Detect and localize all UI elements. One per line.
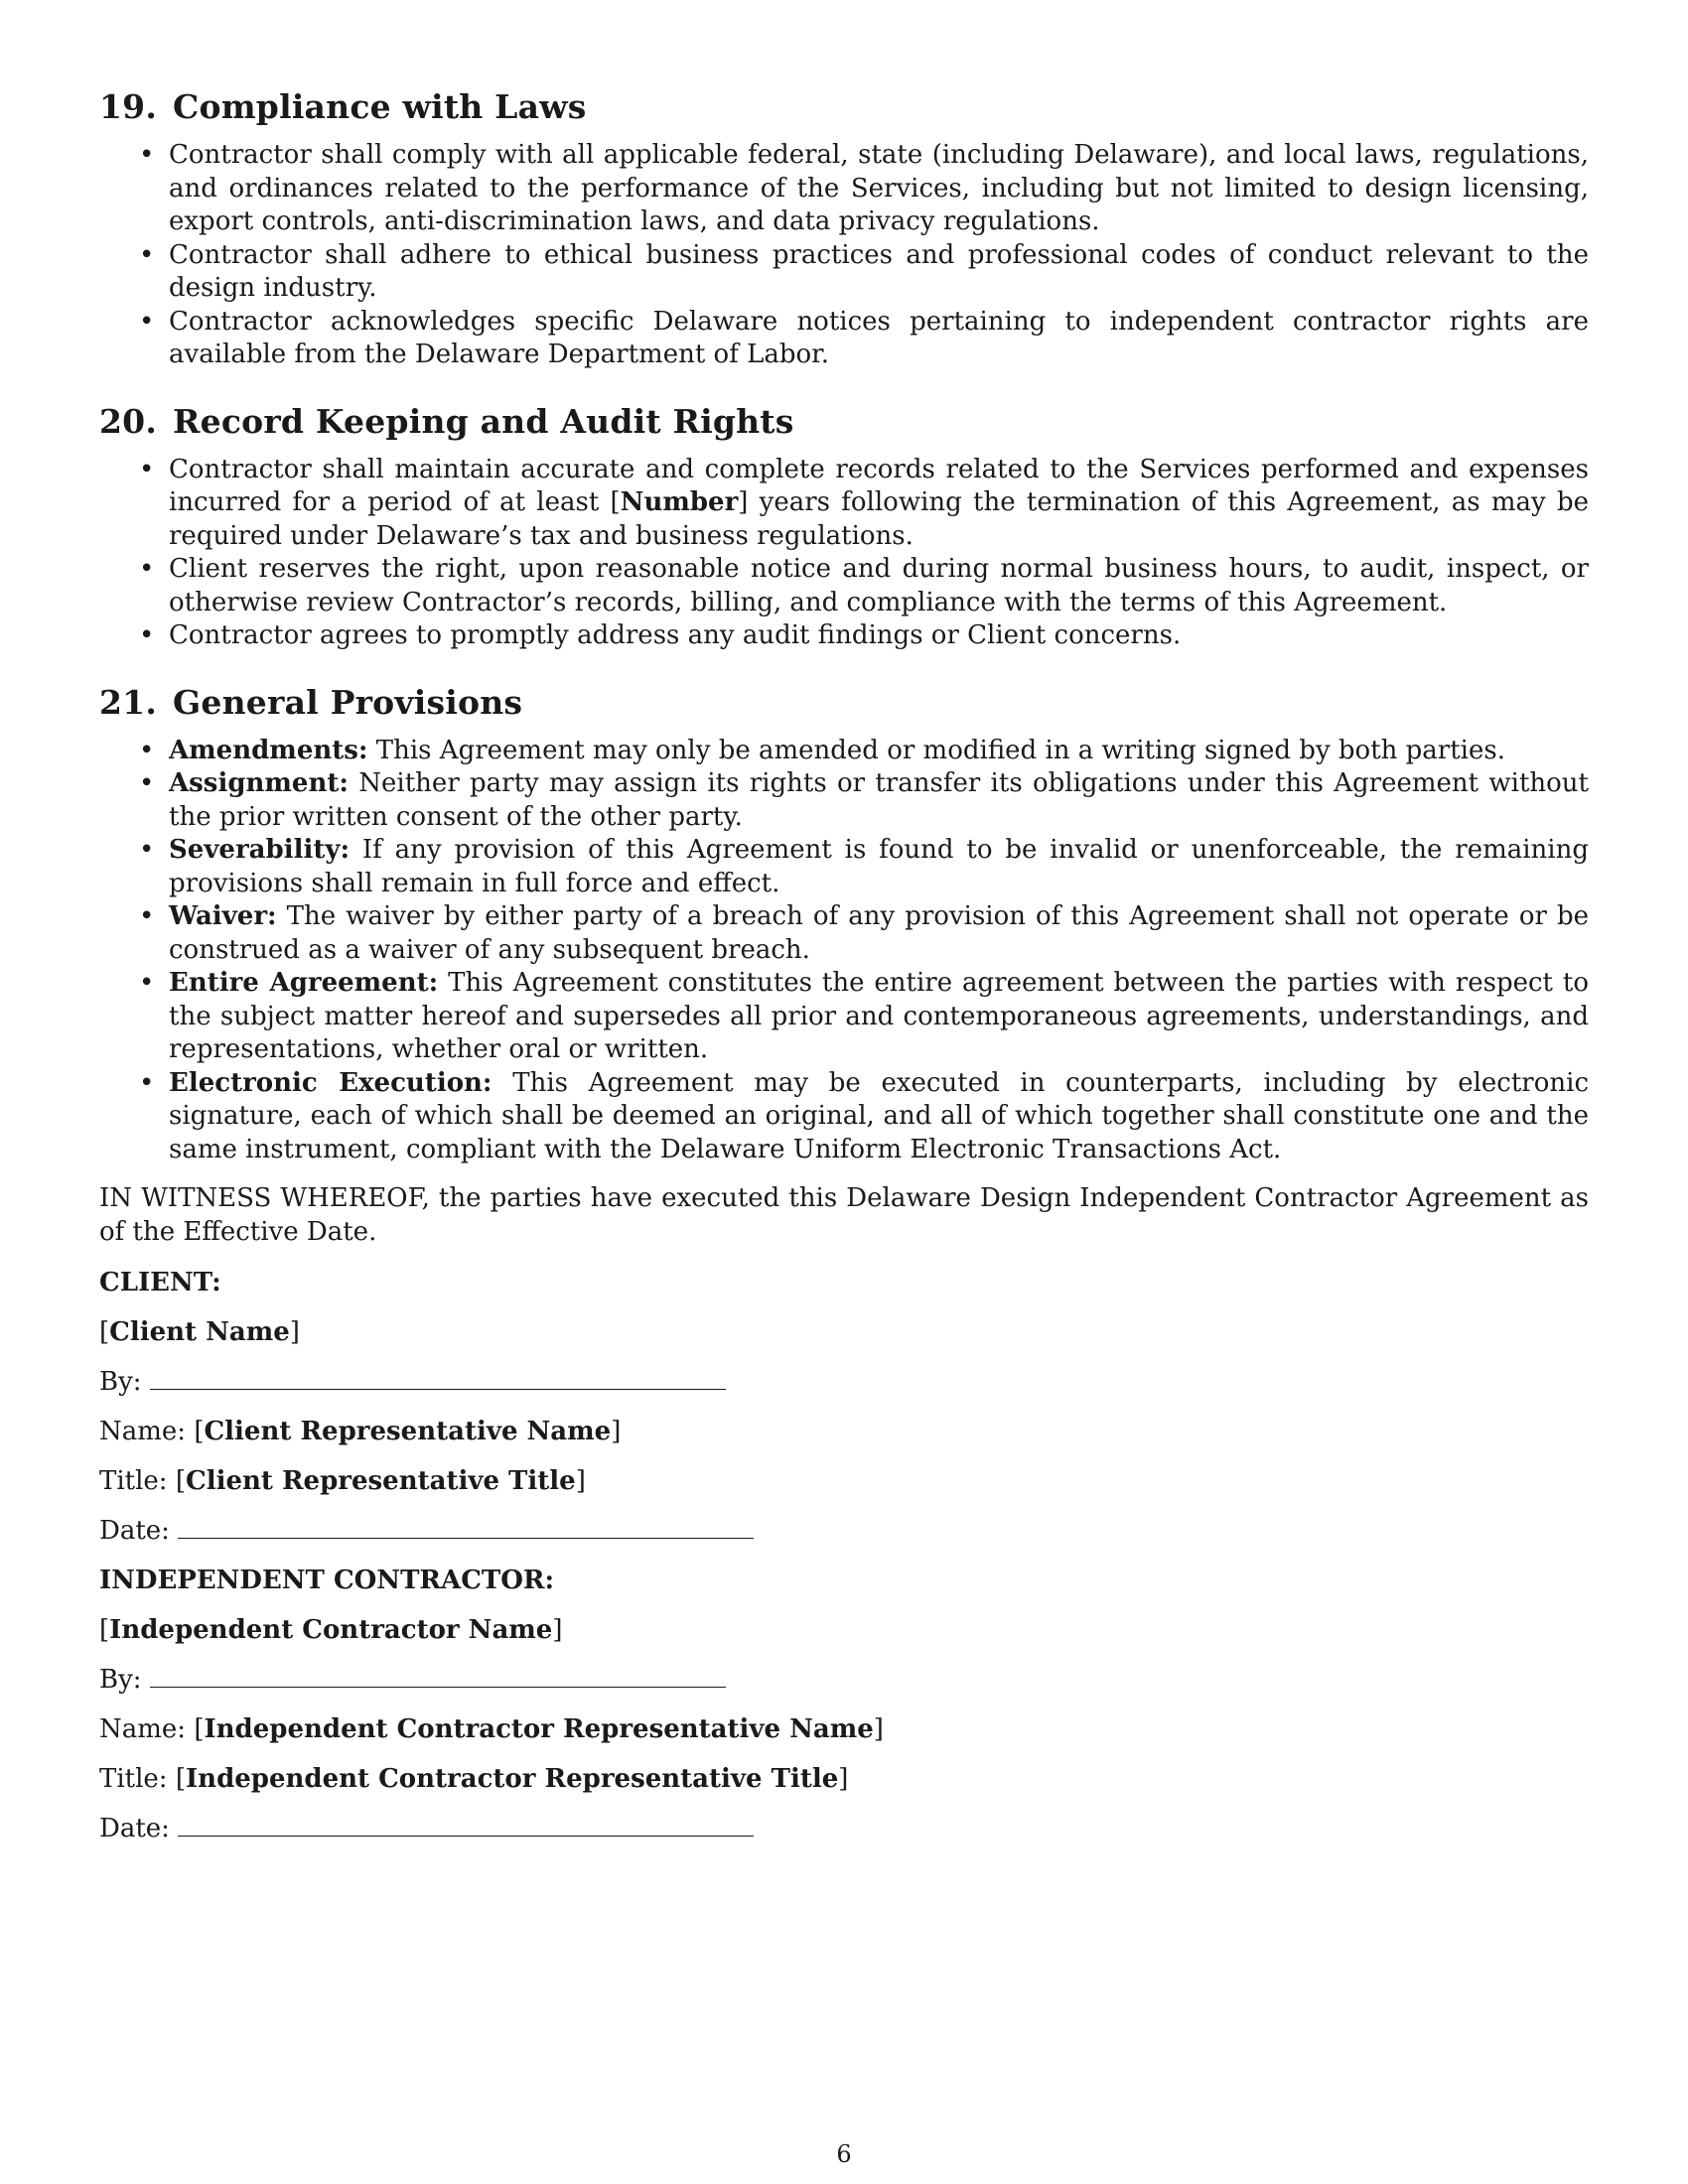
section-heading <box>99 87 1589 127</box>
date-label: Date: <box>99 1516 170 1546</box>
client-rep-title: Client Representative Title <box>186 1466 576 1496</box>
contractor-rep-title-line <box>99 1763 1589 1796</box>
client-rep-name: Client Representative Name <box>204 1417 612 1446</box>
contractor-by-line <box>99 1664 1589 1697</box>
section-title: General Provisions <box>173 682 523 722</box>
title-label: Title: <box>99 1466 168 1496</box>
contractor-date-field[interactable] <box>178 1814 754 1837</box>
client-date-line <box>99 1515 1589 1548</box>
section-number: 21. <box>99 682 158 722</box>
document-page <box>99 87 1589 1862</box>
client-by-line <box>99 1366 1589 1399</box>
list-item: • Contractor agrees to promptly address any audit findings or Client concerns. <box>169 619 1589 653</box>
contractor-heading: INDEPENDENT CONTRACTOR: <box>99 1566 555 1595</box>
bracket-close: ] <box>873 1714 884 1744</box>
section-title: Record Keeping and Audit Rights <box>173 401 794 441</box>
section-21 <box>99 683 1589 1167</box>
contractor-rep-name-line <box>99 1713 1589 1746</box>
placeholder-number: Number <box>620 487 739 517</box>
provision-term: Amendments: <box>169 735 368 765</box>
section-number: 19. <box>99 87 158 126</box>
bullet-list <box>99 735 1589 1167</box>
bullet-list <box>99 139 1589 372</box>
bracket-open: [ <box>175 1764 186 1794</box>
contractor-date-line <box>99 1813 1589 1845</box>
contractor-name <box>99 1614 1589 1647</box>
provision-term: Electronic Execution: <box>169 1067 492 1098</box>
bracket-open: [ <box>99 1317 110 1347</box>
client-rep-title-line <box>99 1465 1589 1498</box>
provision-text: This Agreement constitutes the entire agreement between the parties with respect to the subject matter hereof and supersedes all prior and contemporaneous agreements, understandings, and representations, whether oral or written. <box>169 968 1589 1064</box>
contractor-name-text: Independent Contractor Name <box>109 1615 553 1645</box>
list-item <box>169 767 1589 834</box>
page-number: 6 <box>836 2140 852 2168</box>
bracket-close: ] <box>838 1764 849 1794</box>
bracket-close: ] <box>552 1615 563 1645</box>
bullet-list <box>99 454 1589 653</box>
bracket-open: [ <box>99 1615 110 1645</box>
list-item <box>169 1067 1589 1167</box>
list-item: • Contractor acknowledges specific Delaware notices pertaining to independent contractor rights are available from the Delaware Department of Labor. <box>169 306 1589 372</box>
provision-text: If any provision of this Agreement is found to be invalid or unenforceable, the remaining provisions shall remain in full force and effect. <box>169 835 1590 898</box>
bracket-open: [ <box>194 1417 205 1446</box>
bracket-open: [ <box>194 1714 205 1744</box>
provision-text: This Agreement may be executed in counterparts, including by electronic signature, each of which shall be deemed an original, and all of which together shall constitute one and the same instrument, compliant with the Delaware Uniform Electronic Transactions Act. <box>169 1067 1590 1164</box>
bracket-open: [ <box>175 1466 186 1496</box>
provision-term: Entire Agreement: <box>169 968 439 998</box>
provision-text: The waiver by either party of a breach of any provision of this Agreement shall not operate or be construed as a waiver of any subsequent breach. <box>169 901 1590 965</box>
client-signature-block <box>99 1267 1589 1548</box>
section-heading <box>99 683 1589 723</box>
list-item-text: ] years following the termination of this Agreement, as may be required under Delaware’s tax and business regulations. <box>169 487 1589 551</box>
list-item <box>169 454 1589 554</box>
contractor-rep-name: Independent Contractor Representative Name <box>204 1714 874 1744</box>
list-item <box>169 735 1589 768</box>
list-item: • Contractor shall comply with all applicable federal, state (including Delaware), and local laws, regulations, and ordinances related to the performance of the Services, including but not limited to design licensing, export controls, anti-discrimination laws, and data privacy regulations. <box>169 139 1589 239</box>
provision-term: Severability: <box>169 835 351 865</box>
client-name-text: Client Name <box>109 1317 290 1347</box>
by-label: By: <box>99 1367 142 1397</box>
name-label: Name: <box>99 1417 187 1446</box>
bracket-close: ] <box>575 1466 586 1496</box>
section-title: Compliance with Laws <box>173 87 587 126</box>
section-19 <box>99 87 1589 372</box>
list-item <box>169 967 1589 1067</box>
list-item <box>169 834 1589 900</box>
date-label: Date: <box>99 1814 170 1843</box>
client-name <box>99 1316 1589 1349</box>
client-rep-name-line <box>99 1416 1589 1448</box>
contractor-rep-title: Independent Contractor Representative Title <box>186 1764 839 1794</box>
section-20 <box>99 402 1589 653</box>
provision-term: Assignment: <box>169 768 349 798</box>
client-heading: CLIENT: <box>99 1268 221 1297</box>
name-label: Name: <box>99 1714 187 1744</box>
title-label: Title: <box>99 1764 168 1794</box>
list-item: • Client reserves the right, upon reasonable notice and during normal business hours, to audit, inspect, or otherwise review Contractor’s records, billing, and compliance with the terms of this Agreement. <box>169 553 1589 619</box>
contractor-signature-block <box>99 1565 1589 1845</box>
bracket-close: ] <box>611 1417 622 1446</box>
provision-text: Neither party may assign its rights or transfer its obligations under this Agreement without the prior written consent of the other party. <box>169 768 1589 832</box>
section-heading <box>99 402 1589 442</box>
client-date-field[interactable] <box>178 1516 754 1539</box>
by-label: By: <box>99 1665 142 1695</box>
bracket-close: ] <box>289 1317 300 1347</box>
provision-term: Waiver: <box>169 901 277 931</box>
client-signature-field[interactable] <box>150 1367 726 1390</box>
contractor-signature-field[interactable] <box>150 1665 726 1688</box>
list-item: • Contractor shall adhere to ethical business practices and professional codes of conduct relevant to the design industry. <box>169 239 1589 306</box>
provision-text: This Agreement may only be amended or modified in a writing signed by both parties. <box>375 735 1505 765</box>
list-item <box>169 900 1589 967</box>
list-item-text: Contractor shall maintain accurate and complete records related to the Services performed and expenses incurred for a period of at least [ <box>169 454 1589 517</box>
section-number: 20. <box>99 401 158 441</box>
witness-clause: IN WITNESS WHEREOF, the parties have executed this Delaware Design Independent Contractor Agreement as of the Effective Date. <box>99 1183 1589 1247</box>
